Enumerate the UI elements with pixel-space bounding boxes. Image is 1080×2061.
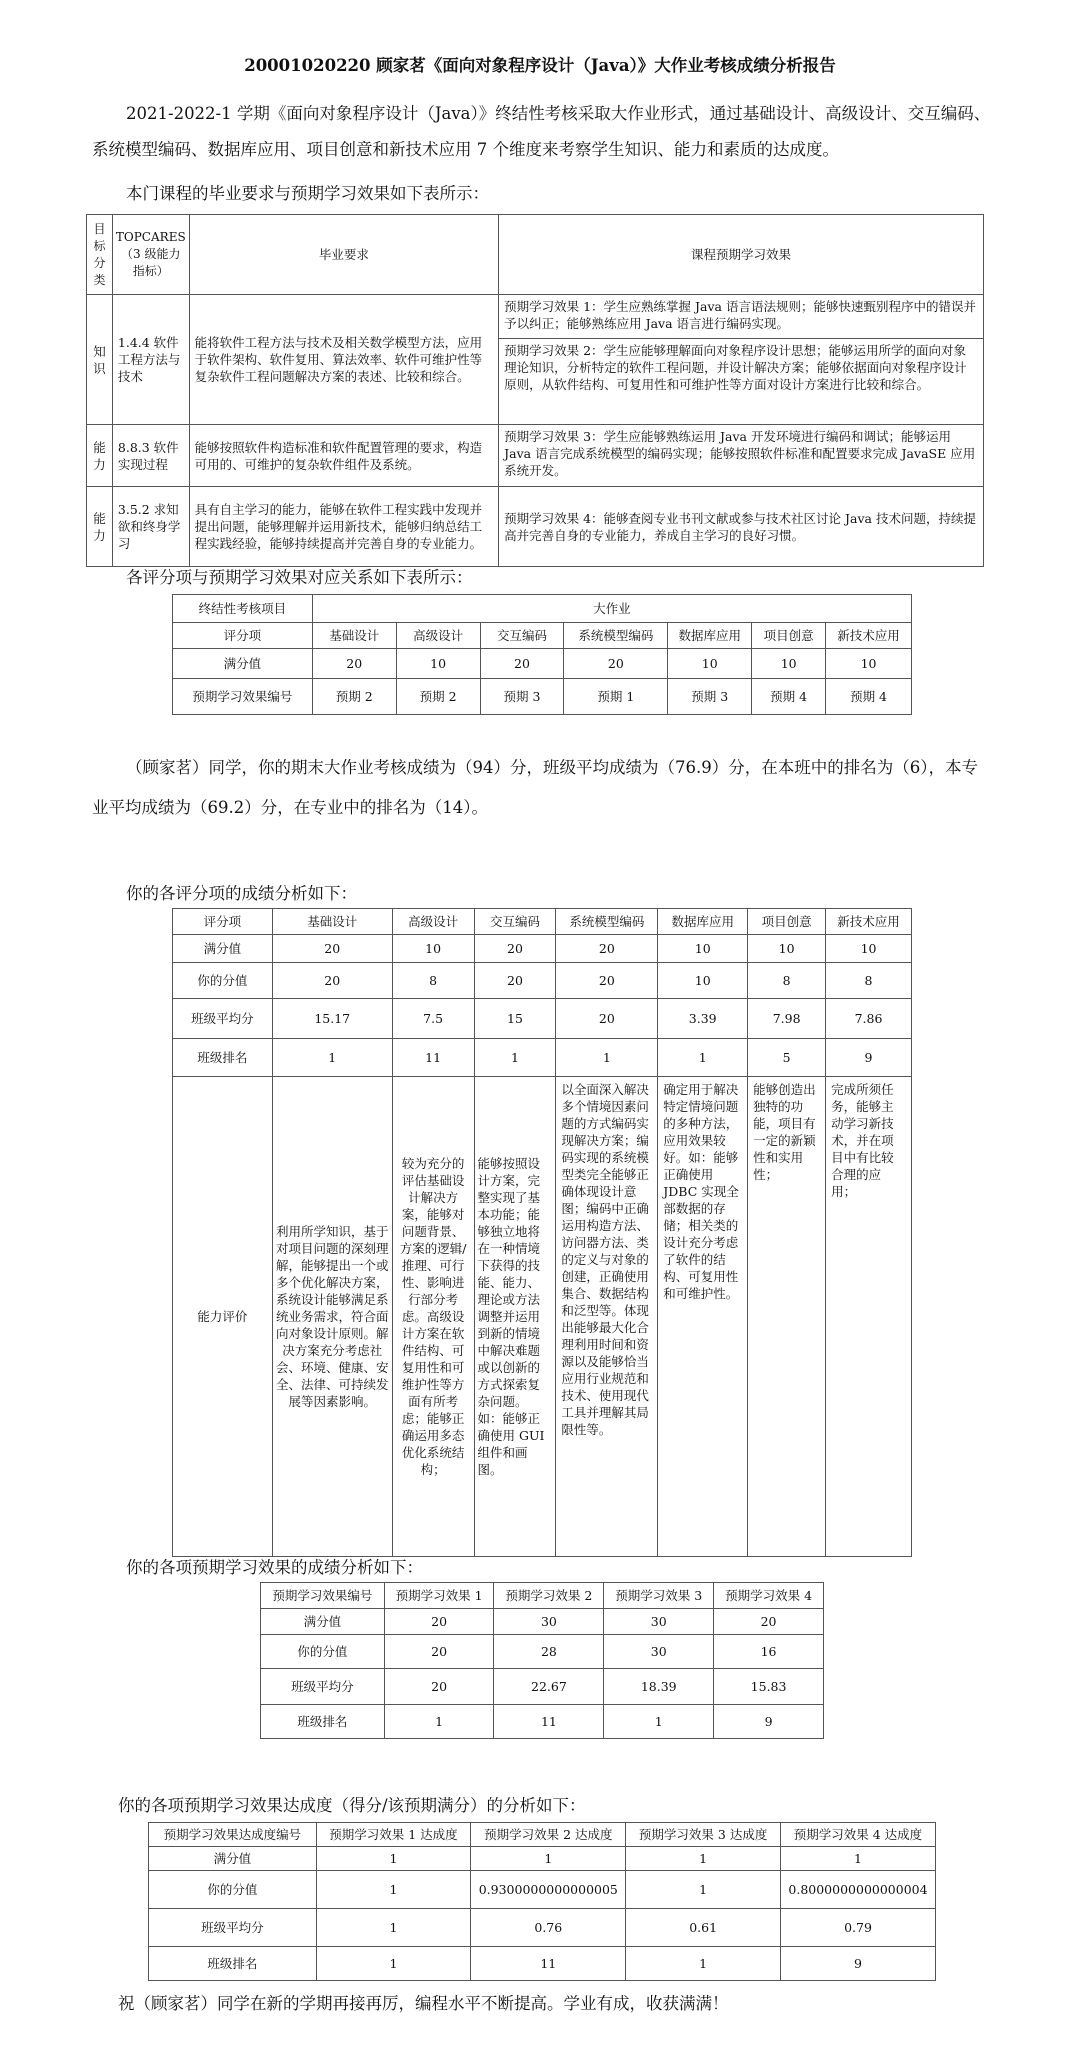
- t3-cell: 1: [272, 1039, 392, 1077]
- t1-cat: 能力: [87, 425, 113, 487]
- t4-cell: 1: [384, 1705, 494, 1739]
- t2-cell: 预期 2: [396, 679, 480, 715]
- t2-cell: 20: [480, 649, 564, 679]
- t5-head: 预期学习效果达成度编号: [149, 1823, 317, 1847]
- t4-cell: 20: [384, 1609, 494, 1635]
- t3-item: 高级设计: [392, 909, 474, 935]
- t2-item: 项目创意: [752, 623, 826, 649]
- t4-cell: 28: [494, 1635, 604, 1669]
- t2-cell: 10: [668, 649, 752, 679]
- t3-eval: 能够创造出独特的功能，项目有一定的新颖性和实用性；: [748, 1077, 826, 1557]
- t2-cell: 预期 1: [564, 679, 668, 715]
- t2-cell: 预期 3: [668, 679, 752, 715]
- achievement-table: [148, 1822, 936, 1981]
- t2-row-label: 评分项: [173, 623, 313, 649]
- t5-head: 预期学习效果 2 达成度: [471, 1823, 626, 1847]
- t4-head: 预期学习效果编号: [261, 1583, 385, 1609]
- t5-cell: 1: [626, 1871, 781, 1909]
- t5-cell: 0.61: [626, 1909, 781, 1947]
- t2-cell: 预期 2: [312, 679, 396, 715]
- t5-cell: 1: [626, 1847, 781, 1871]
- t3-eval: 以全面深入解决多个情境因素问题的方式编码实现解决方案；编码实现的系统模型类完全能够正确体现设计意图；编码中正确运用构造方法、访问器方法、类的定义与对象的创建，正确使用集合、数据结构和泛型等。体现出能够最大化合理利用时间和资源以及能够恰当应用行业规范和技术、使用现代工具并理解其局限性等。: [556, 1077, 658, 1557]
- t3-row-label: 评分项: [173, 909, 273, 935]
- t3-cell: 8: [392, 963, 474, 999]
- t4-cell: 22.67: [494, 1669, 604, 1705]
- t4-cell: 15.83: [714, 1669, 824, 1705]
- t1-effect: 预期学习效果 1：学生应熟练掌握 Java 语言语法规则；能够快速甄别程序中的错误并予以纠正；能够熟练应用 Java 语言进行编码实现。: [499, 295, 984, 339]
- table2-caption: 各评分项与预期学习效果对应关系如下表所示：: [126, 568, 473, 587]
- report-title: 20001020220 顾家茗《面向对象程序设计（Java）》大作业考核成绩分析报告: [244, 56, 836, 75]
- t1-code: 3.5.2 求知欲和终身学习: [112, 487, 189, 567]
- t2-head-value: 大作业: [312, 595, 911, 623]
- closing-message: 祝（顾家茗）同学在新的学期再接再厉，编程水平不断提高。学业有成，收获满满！: [118, 1994, 729, 2013]
- t4-cell: 30: [604, 1635, 714, 1669]
- t1-head-req: 毕业要求: [189, 215, 498, 295]
- t1-cat: 知识: [87, 295, 113, 425]
- t5-cell: 班级排名: [149, 1947, 317, 1981]
- t2-cell: 预期 4: [826, 679, 912, 715]
- t3-cell: 20: [272, 935, 392, 963]
- t3-cell: 7.98: [748, 999, 826, 1039]
- t3-row-label: 班级平均分: [173, 999, 273, 1039]
- t5-cell: 班级平均分: [149, 1909, 317, 1947]
- t3-cell: 1: [474, 1039, 556, 1077]
- t5-cell: 1: [626, 1947, 781, 1981]
- t3-eval: 较为充分的评估基础设计解决方案，能够对问题背景、方案的逻辑/推理、可行性、影响进行部分考虑。高级设计方案在软件结构、可复用性和可维护性等方面有所考虑；能够正确运用多态优化系统结构；: [392, 1077, 474, 1557]
- t3-item: 数据库应用: [658, 909, 748, 935]
- t5-cell: 满分值: [149, 1847, 317, 1871]
- t4-cell: 满分值: [261, 1609, 385, 1635]
- t3-item: 新技术应用: [826, 909, 912, 935]
- table4-caption: 你的各项预期学习效果的成绩分析如下：: [126, 1558, 423, 1577]
- t5-cell: 1: [316, 1947, 471, 1981]
- t3-eval: 利用所学知识，基于对项目问题的深刻理解，能够提出一个或多个优化解决方案，系统设计能够满足系统业务需求，符合面向对象设计原则。解决方案充分考虑社会、环境、健康、安全、法律、可持续发展等因素影响。: [272, 1077, 392, 1557]
- learning-effect-score-table: [260, 1582, 824, 1739]
- t4-cell: 1: [604, 1705, 714, 1739]
- t5-cell: 0.9300000000000005: [471, 1871, 626, 1909]
- t3-cell: 20: [272, 963, 392, 999]
- t3-cell: 9: [826, 1039, 912, 1077]
- t3-cell: 7.86: [826, 999, 912, 1039]
- t4-head: 预期学习效果 4: [714, 1583, 824, 1609]
- t4-cell: 9: [714, 1705, 824, 1739]
- t3-cell: 8: [826, 963, 912, 999]
- t1-effect: 预期学习效果 4：能够查阅专业书刊文献或参与技术社区讨论 Java 技术问题，持续提高并完善自身的专业能力，养成自主学习的良好习惯。: [499, 487, 984, 567]
- t3-cell: 10: [658, 963, 748, 999]
- t2-item: 基础设计: [312, 623, 396, 649]
- t1-head-code: TOPCARES（3 级能力指标）: [112, 215, 189, 295]
- t5-cell: 1: [316, 1871, 471, 1909]
- t3-cell: 1: [556, 1039, 658, 1077]
- t3-row-label: 满分值: [173, 935, 273, 963]
- t1-code: 1.4.4 软件工程方法与技术: [112, 295, 189, 425]
- t3-cell: 10: [658, 935, 748, 963]
- t2-item: 系统模型编码: [564, 623, 668, 649]
- table5-caption: 你的各项预期学习效果达成度（得分/该预期满分）的分析如下：: [118, 1796, 586, 1815]
- scoring-items-table: [172, 594, 912, 715]
- t2-item: 新技术应用: [826, 623, 912, 649]
- t5-cell: 9: [780, 1947, 935, 1981]
- t3-eval: 能够按照设计方案，完整实现了基本功能；能够独立地将在一种情境下获得的技能、能力、理论或方法调整并运用到新的情境中解决难题或以创新的方式探索复杂问题。如：能够正确使用 GUI 组件和画图。: [474, 1077, 556, 1557]
- t3-item: 项目创意: [748, 909, 826, 935]
- graduation-requirements-table: [86, 214, 984, 567]
- t2-head-label: 终结性考核项目: [173, 595, 313, 623]
- t3-cell: 3.39: [658, 999, 748, 1039]
- t5-cell: 1: [316, 1847, 471, 1871]
- t5-cell: 1: [316, 1909, 471, 1947]
- t3-cell: 10: [748, 935, 826, 963]
- t4-cell: 30: [604, 1609, 714, 1635]
- t3-cell: 20: [556, 935, 658, 963]
- t2-cell: 预期 4: [752, 679, 826, 715]
- t5-cell: 1: [471, 1847, 626, 1871]
- t3-eval: 确定用于解决特定情境问题的多种方法，应用效果较好。如：能够正确使用 JDBC 实现全部数据的存储；相关类的设计充分考虑了软件的结构、可复用性和可维护性。: [658, 1077, 748, 1557]
- t3-cell: 1: [658, 1039, 748, 1077]
- t5-head: 预期学习效果 3 达成度: [626, 1823, 781, 1847]
- t3-cell: 20: [556, 999, 658, 1039]
- t5-cell: 0.79: [780, 1909, 935, 1947]
- t3-row-label: 班级排名: [173, 1039, 273, 1077]
- t2-cell: 预期 3: [480, 679, 564, 715]
- t1-effect: 预期学习效果 2：学生应能够理解面向对象程序设计思想；能够运用所学的面向对象理论知识，分析特定的软件工程问题，并设计解决方案；能够依据面向对象程序设计原则，从软件结构、可复用性和可维护性等方面对设计方案进行比较和综合。: [499, 339, 984, 425]
- t3-item: 基础设计: [272, 909, 392, 935]
- t3-item: 交互编码: [474, 909, 556, 935]
- t3-cell: 20: [474, 935, 556, 963]
- t3-cell: 20: [474, 963, 556, 999]
- t3-cell: 8: [748, 963, 826, 999]
- score-analysis-table: [172, 908, 912, 1557]
- t1-head-effect: 课程预期学习效果: [499, 215, 984, 295]
- t3-cell: 11: [392, 1039, 474, 1077]
- t4-head: 预期学习效果 3: [604, 1583, 714, 1609]
- t3-cell: 10: [392, 935, 474, 963]
- t4-cell: 班级平均分: [261, 1669, 385, 1705]
- t5-head: 预期学习效果 4 达成度: [780, 1823, 935, 1847]
- t2-cell: 20: [564, 649, 668, 679]
- t4-cell: 班级排名: [261, 1705, 385, 1739]
- t4-cell: 16: [714, 1635, 824, 1669]
- t2-cell: 10: [752, 649, 826, 679]
- t5-head: 预期学习效果 1 达成度: [316, 1823, 471, 1847]
- t3-cell: 15: [474, 999, 556, 1039]
- t3-row-label: 你的分值: [173, 963, 273, 999]
- t3-item: 系统模型编码: [556, 909, 658, 935]
- table3-caption: 你的各评分项的成绩分析如下：: [126, 884, 357, 903]
- t5-cell: 0.8000000000000004: [780, 1871, 935, 1909]
- intro-paragraph: 2021-2022-1 学期《面向对象程序设计（Java）》终结性考核采取大作业形式，通过基础设计、高级设计、交互编码、系统模型编码、数据库应用、项目创意和新技术应用 7 个维度来考察学生知识、能力和素质的达成度。: [92, 104, 991, 159]
- t3-cell: 5: [748, 1039, 826, 1077]
- table1-caption: 本门课程的毕业要求与预期学习效果如下表所示：: [126, 184, 489, 203]
- t4-cell: 20: [714, 1609, 824, 1635]
- t3-cell: 20: [556, 963, 658, 999]
- t3-cell: 15.17: [272, 999, 392, 1039]
- t4-cell: 11: [494, 1705, 604, 1739]
- t5-cell: 11: [471, 1947, 626, 1981]
- t2-cell: 20: [312, 649, 396, 679]
- t4-cell: 20: [384, 1635, 494, 1669]
- t4-head: 预期学习效果 1: [384, 1583, 494, 1609]
- t5-cell: 0.76: [471, 1909, 626, 1947]
- t3-cell: 10: [826, 935, 912, 963]
- t2-cell: 10: [396, 649, 480, 679]
- t1-req: 能将软件工程方法与技术及相关数学模型方法，应用于软件架构、软件复用、算法效率、软件可维护性等复杂软件工程问题解决方案的表述、比较和综合。: [189, 295, 498, 425]
- t2-item: 交互编码: [480, 623, 564, 649]
- t5-cell: 1: [780, 1847, 935, 1871]
- t4-cell: 你的分值: [261, 1635, 385, 1669]
- summary-paragraph: （顾家茗）同学，你的期末大作业考核成绩为（94）分，班级平均成绩为（76.9）分，在本班中的排名为（6），本专业平均成绩为（69.2）分，在专业中的排名为（14）。: [92, 758, 978, 817]
- t1-head-cat: 目标分类: [87, 215, 113, 295]
- t2-item: 数据库应用: [668, 623, 752, 649]
- t3-cell: 7.5: [392, 999, 474, 1039]
- t1-effect: 预期学习效果 3：学生应能够熟练运用 Java 开发环境进行编码和调试；能够运用 Java 语言完成系统模型的编码实现；能够按照软件标准和配置要求完成 JavaSE 应用系统开发。: [499, 425, 984, 487]
- t2-cell: 10: [826, 649, 912, 679]
- t5-cell: 你的分值: [149, 1871, 317, 1909]
- t3-row-label: 能力评价: [173, 1077, 273, 1557]
- t2-row-label: 满分值: [173, 649, 313, 679]
- t4-cell: 30: [494, 1609, 604, 1635]
- t4-cell: 18.39: [604, 1669, 714, 1705]
- t4-cell: 20: [384, 1669, 494, 1705]
- t4-head: 预期学习效果 2: [494, 1583, 604, 1609]
- t3-eval: 完成所须任务，能够主动学习新技术，并在项目中有比较合理的应用；: [826, 1077, 912, 1557]
- t1-cat: 能力: [87, 487, 113, 567]
- t1-req: 能够按照软件构造标准和软件配置管理的要求，构造可用的、可维护的复杂软件组件及系统。: [189, 425, 498, 487]
- t2-row-label: 预期学习效果编号: [173, 679, 313, 715]
- t1-req: 具有自主学习的能力，能够在软件工程实践中发现并提出问题，能够理解并运用新技术，能够归纳总结工程实践经验，能够持续提高并完善自身的专业能力。: [189, 487, 498, 567]
- t2-item: 高级设计: [396, 623, 480, 649]
- t1-code: 8.8.3 软件实现过程: [112, 425, 189, 487]
